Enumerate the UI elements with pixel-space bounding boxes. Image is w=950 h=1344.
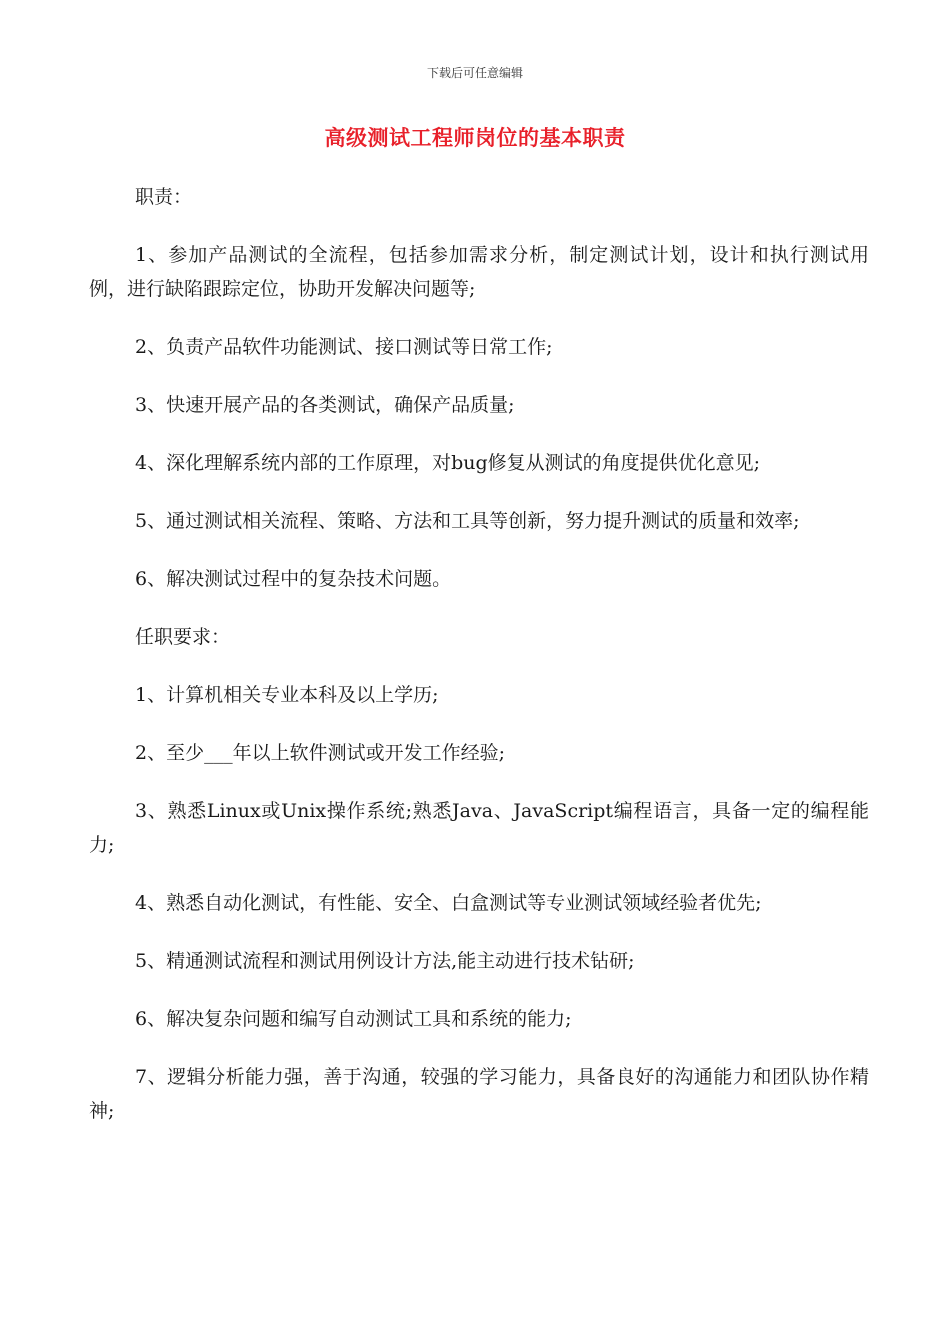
requirement-item: 4、熟悉自动化测试，有性能、安全、白盒测试等专业测试领域经验者优先; — [135, 892, 762, 914]
requirement-item: 1、计算机相关专业本科及以上学历; — [135, 684, 439, 706]
requirement-item: 2、至少___年以上软件测试或开发工作经验; — [135, 742, 505, 764]
requirement-item: 7、逻辑分析能力强，善于沟通，较强的学习能力，具备良好的沟通能力和团队协作精神; — [89, 1066, 869, 1122]
duty-item: 1、参加产品测试的全流程，包括参加需求分析，制定测试计划，设计和执行测试用例，进行缺陷跟踪定位，协助开发解决问题等; — [89, 244, 869, 300]
requirement-item: 6、解决复杂问题和编写自动测试工具和系统的能力; — [135, 1008, 572, 1030]
duty-item: 3、快速开展产品的各类测试，确保产品质量; — [135, 394, 515, 416]
document-title: 高级测试工程师岗位的基本职责 — [324, 125, 626, 150]
duty-item: 4、深化理解系统内部的工作原理，对bug修复从测试的角度提供优化意见; — [135, 452, 761, 474]
header-note: 下载后可任意编辑 — [426, 66, 523, 80]
section-heading-requirements: 任职要求： — [135, 626, 231, 648]
duty-item: 2、负责产品软件功能测试、接口测试等日常工作; — [135, 336, 553, 358]
duty-item: 6、解决测试过程中的复杂技术问题。 — [135, 568, 452, 590]
section-heading-duties: 职责： — [135, 186, 193, 208]
duty-item: 5、通过测试相关流程、策略、方法和工具等创新，努力提升测试的质量和效率; — [135, 510, 800, 532]
requirement-item: 5、精通测试流程和测试用例设计方法,能主动进行技术钻研; — [135, 950, 635, 972]
requirement-item: 3、熟悉Linux或Unix操作系统;熟悉Java、JavaScript编程语言，具备一定的编程能力; — [89, 800, 869, 856]
document-body — [89, 180, 869, 1152]
